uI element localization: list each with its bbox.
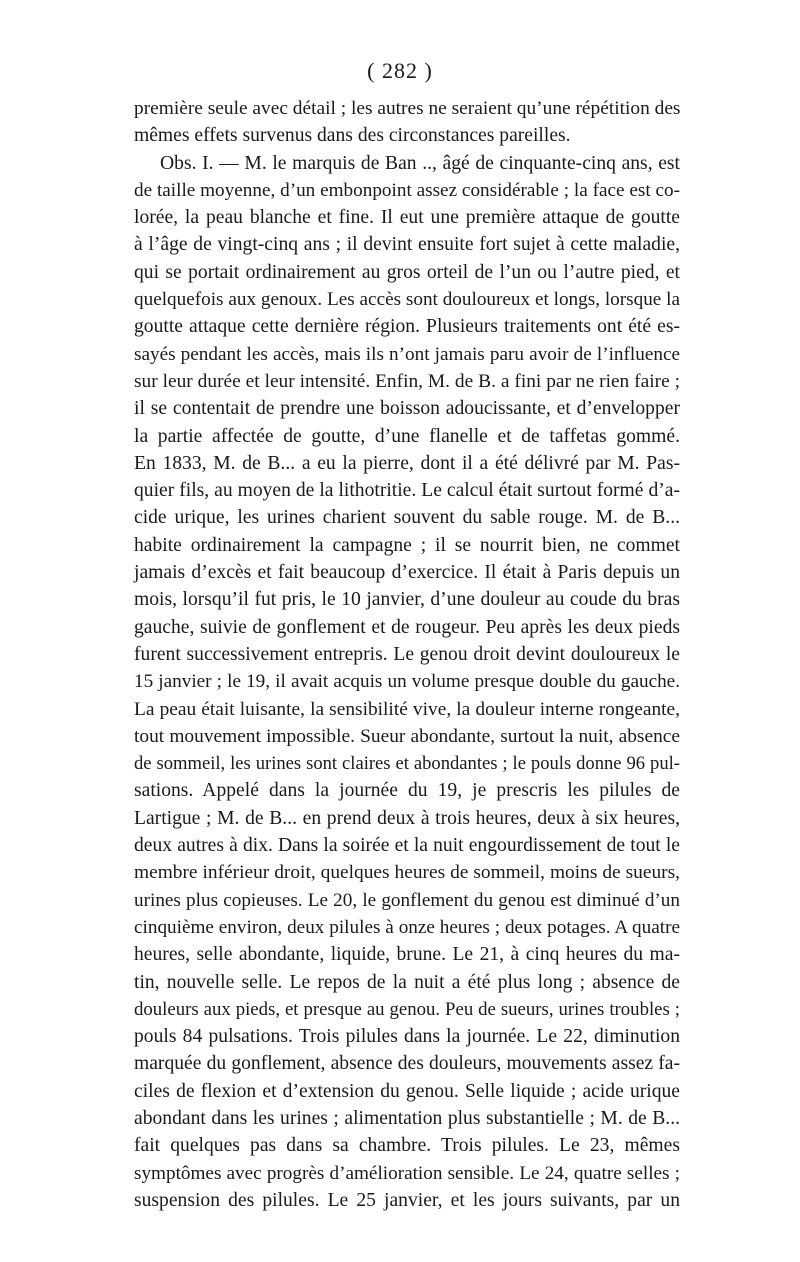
text-line: fait quelques pas dans sa chambre. Trois pilules. Le 23, mêmes: [134, 1135, 680, 1157]
text-line: habite ordinairement la campagne ; il se nourrit bien, ne commet: [134, 534, 680, 556]
text-line: En 1833, M. de B... a eu la pierre, dont il a été délivré par M. Pas-: [134, 452, 680, 474]
text-line: pouls 84 pulsations. Trois pilules dans la journée. Le 22, diminution: [134, 1026, 680, 1048]
page-number: ( 282 ): [367, 58, 433, 83]
observation-heading-line: Obs. I. — M. le marquis de Ban .., âgé de cinquante-cinq ans, est: [160, 152, 680, 174]
text-line: furent successivement entrepris. Le genou droit devint douloureux le: [134, 643, 680, 665]
text-line: sations. Appelé dans la journée du 19, je prescris les pilules de: [134, 780, 680, 802]
text-line: douleurs aux pieds, et presque au genou. Peu de sueurs, urines troubles ;: [134, 998, 680, 1020]
text-line: Lartigue ; M. de B... en prend deux à trois heures, deux à six heures,: [134, 807, 680, 829]
body-text: [134, 95, 680, 1214]
text-line: deux autres à dix. Dans la soirée et la nuit engourdissement de tout le: [134, 835, 680, 857]
text-line: mois, lorsqu’il fut pris, le 10 janvier, d’une douleur au coude du bras: [134, 589, 680, 611]
text-line: heures, selle abondante, liquide, brune. Le 21, à cinq heures du ma-: [134, 944, 680, 966]
text-line: goutte attaque cette dernière région. Plusieurs traitements ont été es-: [134, 316, 680, 338]
text-line: 15 janvier ; le 19, il avait acquis un volume presque double du gauche.: [134, 671, 680, 693]
text-line: sayés pendant les accès, mais ils n’ont jamais paru avoir de l’influence: [134, 343, 680, 365]
text-line: de sommeil, les urines sont claires et abondantes ; le pouls donne 96 pul-: [134, 753, 680, 775]
text-line: gauche, suivie de gonflement et de rougeur. Peu après les deux pieds: [134, 616, 680, 638]
text-line: il se contentait de prendre une boisson adoucissante, et d’envelopper: [134, 398, 680, 420]
text-line: membre inférieur droit, quelques heures de sommeil, moins de sueurs,: [134, 862, 680, 884]
text-line: qui se portait ordinairement au gros orteil de l’un ou l’autre pied, et: [134, 261, 680, 283]
text-line: cinquième environ, deux pilules à onze heures ; deux potages. A quatre: [134, 916, 680, 938]
text-line: première seule avec détail ; les autres ne seraient qu’une répétition des: [134, 98, 681, 119]
text-line: tout mouvement impossible. Sueur abondante, surtout la nuit, absence: [134, 725, 680, 747]
text-line: symptômes avec progrès d’amélioration sensible. Le 24, quatre selles ;: [134, 1162, 680, 1184]
text-line: à l’âge de vingt-cinq ans ; il devint ensuite fort sujet à cette maladie,: [134, 234, 680, 256]
text-line: tin, nouvelle selle. Le repos de la nuit a été plus long ; absence de: [134, 971, 680, 993]
text-line: urines plus copieuses. Le 20, le gonflement du genou est diminué d’un: [134, 889, 680, 911]
text-line: de taille moyenne, d’un embonpoint assez considérable ; la face est co-: [134, 179, 680, 201]
text-line: quelquefois aux genoux. Les accès sont douloureux et longs, lorsque la: [134, 289, 680, 311]
text-line: La peau était luisante, la sensibilité vive, la douleur interne rongeante,: [134, 698, 680, 720]
text-line: lorée, la peau blanche et fine. Il eut une première attaque de goutte: [134, 207, 680, 229]
text-line: sur leur durée et leur intensité. Enfin, M. de B. a fini par ne rien faire ;: [134, 370, 680, 392]
text-line: suspension des pilules. Le 25 janvier, et les jours suivants, par un: [134, 1189, 680, 1211]
text-line: abondant dans les urines ; alimentation plus substantielle ; M. de B...: [134, 1107, 680, 1129]
text-line: jamais d’excès et fait beaucoup d’exercice. Il était à Paris depuis un: [134, 562, 680, 584]
text-line: cide urique, les urines charient souvent du sable rouge. M. de B...: [134, 507, 680, 529]
text-line: quier fils, au moyen de la lithotritie. Le calcul était surtout formé d’a-: [134, 480, 680, 502]
text-line: ciles de flexion et d’extension du genou. Selle liquide ; acide urique: [134, 1080, 680, 1102]
text-line: marquée du gonflement, absence des douleurs, mouvements assez fa-: [134, 1053, 680, 1075]
text-line: la partie affectée de goutte, d’une flanelle et de taffetas gommé.: [134, 425, 680, 447]
text-line: mêmes effets survenus dans des circonstances pareilles.: [134, 125, 571, 147]
